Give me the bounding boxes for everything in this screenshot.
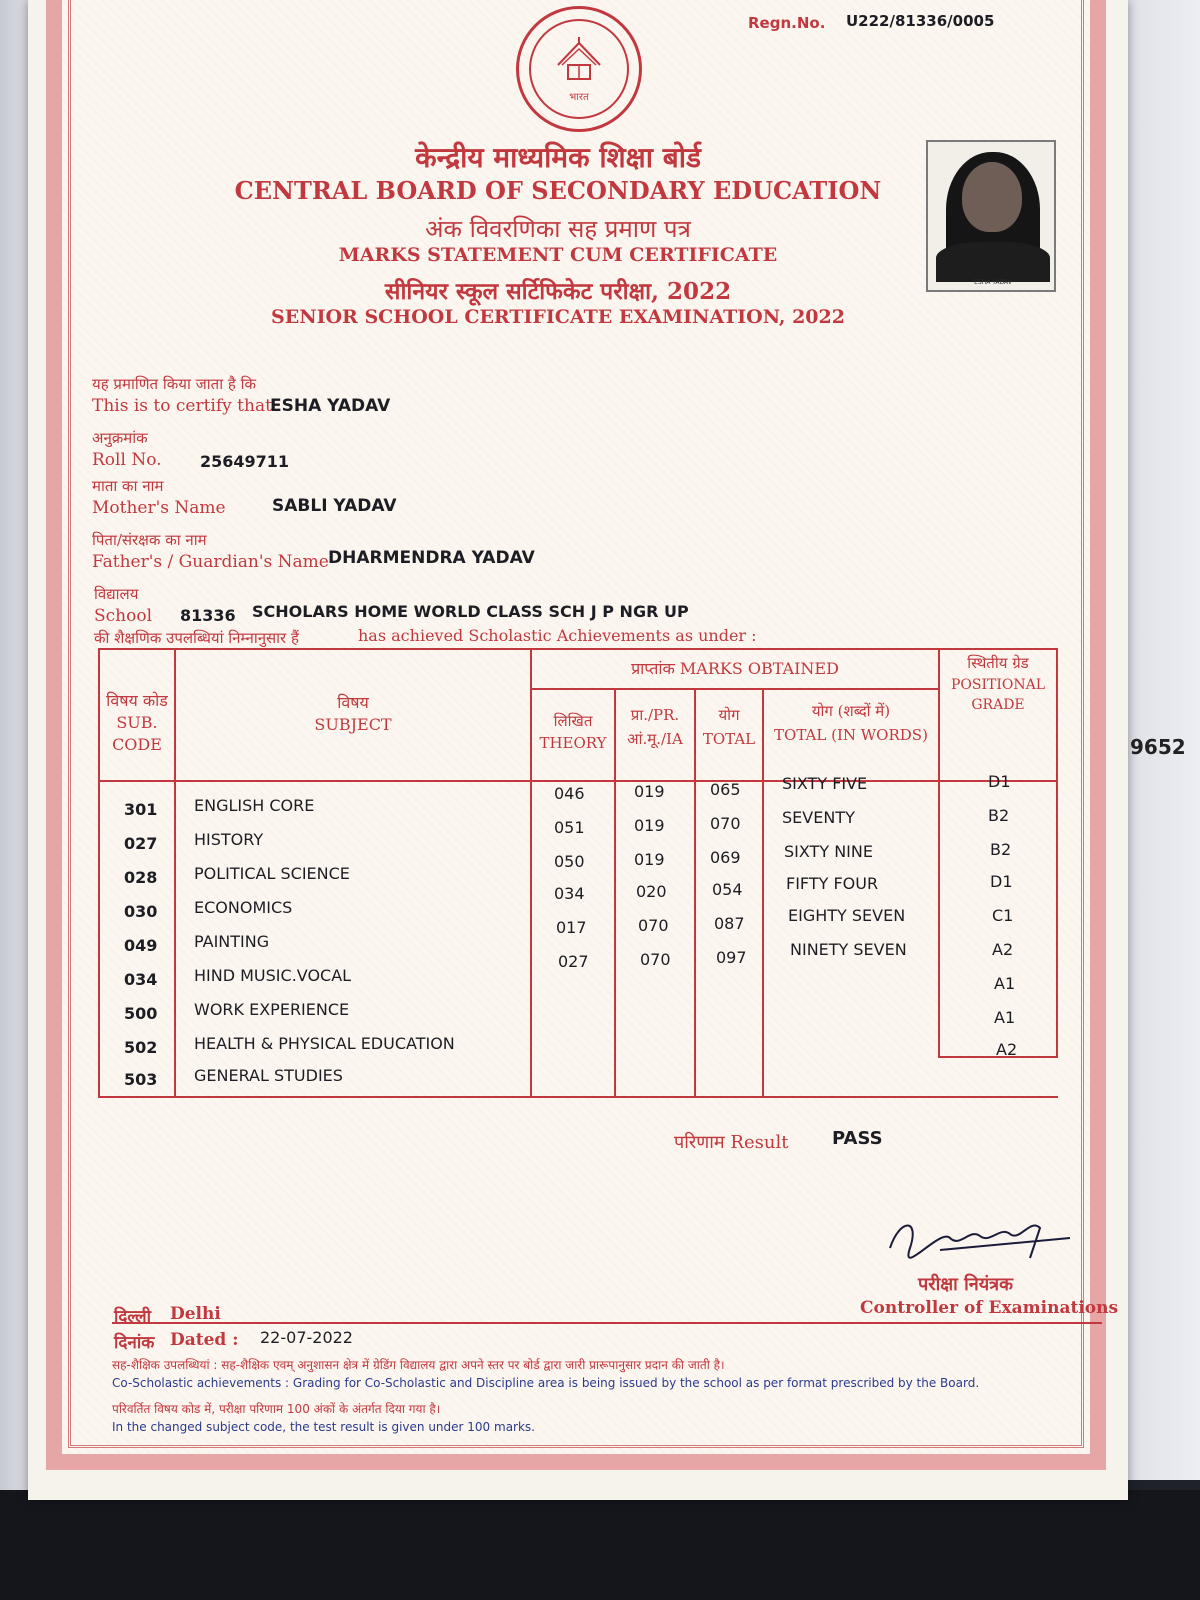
subject-code: 301 bbox=[124, 800, 158, 819]
header-grade-1: POSITIONAL bbox=[950, 677, 1046, 693]
mother-label: Mother's Name bbox=[92, 498, 226, 518]
student-name: ESHA YADAV bbox=[270, 396, 391, 416]
controller-signature bbox=[880, 1208, 1080, 1268]
certify-hindi: यह प्रमाणित किया जाता है कि bbox=[92, 375, 256, 393]
dated-label: Dated : bbox=[170, 1330, 239, 1350]
practical-mark: 019 bbox=[634, 850, 665, 869]
grade: B2 bbox=[988, 806, 1010, 825]
roll-hindi: अनुक्रमांक bbox=[92, 429, 148, 447]
total-in-words: NINETY SEVEN bbox=[790, 940, 907, 959]
total-mark: 070 bbox=[710, 814, 741, 833]
student-photo bbox=[926, 140, 1056, 292]
total-mark: 054 bbox=[712, 880, 743, 899]
place-hindi: दिल्ली bbox=[114, 1307, 152, 1327]
header-code-1: SUB. bbox=[116, 713, 158, 732]
marks-table bbox=[98, 648, 1058, 1098]
practical-mark: 019 bbox=[634, 816, 665, 835]
note-changed-code-hindi: परिवर्तित विषय कोड में, परीक्षा परिणाम 100 अंकों के अंतर्गत दिया गया है। bbox=[112, 1402, 441, 1416]
achieve-label: has achieved Scholastic Achievements as under : bbox=[358, 626, 757, 645]
subject-name: PAINTING bbox=[194, 932, 270, 951]
subject-code: 500 bbox=[124, 1004, 158, 1023]
subject-code: 503 bbox=[124, 1070, 158, 1089]
signature-text: Bhardwaj bbox=[940, 1266, 945, 1267]
mother-hindi: माता का नाम bbox=[92, 477, 164, 495]
subject-name: WORK EXPERIENCE bbox=[194, 1000, 350, 1019]
header-code-hindi: विषय कोड bbox=[106, 691, 168, 710]
grade: A1 bbox=[994, 974, 1016, 993]
header-total-hindi: योग bbox=[718, 706, 740, 724]
header-theory-hindi: लिखित bbox=[553, 712, 593, 730]
controller-title: Controller of Examinations bbox=[860, 1298, 1119, 1318]
regn-number: U222/81336/0005 bbox=[846, 12, 995, 30]
theory-mark: 051 bbox=[554, 818, 585, 837]
practical-mark: 070 bbox=[638, 916, 669, 935]
board-title-hindi: केन्द्रीय माध्यमिक शिक्षा बोर्ड bbox=[415, 141, 701, 174]
subject-code: 030 bbox=[124, 902, 158, 921]
board-title: CENTRAL BOARD OF SECONDARY EDUCATION bbox=[234, 176, 882, 205]
header-words-hindi: योग (शब्दों में) bbox=[811, 702, 891, 720]
lamp-emblem-icon bbox=[552, 35, 606, 89]
theory-mark: 034 bbox=[554, 884, 585, 903]
backdrop-number: 9652 bbox=[1130, 735, 1186, 759]
header-marks-obtained: प्राप्तांक MARKS OBTAINED bbox=[631, 659, 839, 678]
board-seal bbox=[516, 6, 642, 132]
place: Delhi bbox=[170, 1304, 221, 1324]
grade: D1 bbox=[990, 872, 1013, 891]
header-subject: SUBJECT bbox=[314, 715, 392, 734]
grade: C1 bbox=[992, 906, 1014, 925]
header-grade-2: GRADE bbox=[971, 697, 1025, 713]
subject-code: 034 bbox=[124, 970, 158, 989]
subject-name: POLITICAL SCIENCE bbox=[194, 864, 350, 883]
subject-name: ENGLISH CORE bbox=[194, 796, 315, 815]
note-co-scholastic: Co-Scholastic achievements : Grading for Co-Scholastic and Discipline area is being issued by the school as per format prescribed by the Board. bbox=[112, 1376, 980, 1390]
total-in-words: FIFTY FOUR bbox=[786, 874, 879, 893]
subject-name: HIND MUSIC.VOCAL bbox=[194, 966, 352, 985]
total-mark: 069 bbox=[710, 848, 741, 867]
result-label: परिणाम Result bbox=[674, 1132, 789, 1153]
subject-name: GENERAL STUDIES bbox=[194, 1066, 343, 1085]
header-ia: आं.मू./IA bbox=[627, 730, 683, 748]
theory-mark: 027 bbox=[558, 952, 589, 971]
issue-date: 22-07-2022 bbox=[260, 1328, 353, 1347]
grade: B2 bbox=[990, 840, 1012, 859]
seal-text: भारत bbox=[569, 92, 589, 103]
note-co-scholastic-hindi: सह-शैक्षिक उपलब्धियां : सह-शैक्षिक एवम् अनुशासन क्षेत्र में ग्रेडिंग विद्यालय द्वारा अपने स्तर पर बोर्ड द्वारा जारी प्रारूपानुसार प्रदान की जाती है। bbox=[112, 1358, 725, 1372]
doc-title-hindi: अंक विवरणिका सह प्रमाण पत्र bbox=[425, 215, 691, 243]
total-mark: 097 bbox=[716, 948, 747, 967]
grade: A1 bbox=[994, 1008, 1016, 1027]
father-name: DHARMENDRA YADAV bbox=[328, 548, 535, 568]
practical-mark: 020 bbox=[636, 882, 667, 901]
total-in-words: SIXTY NINE bbox=[784, 842, 873, 861]
grade: A2 bbox=[992, 940, 1014, 959]
school-hindi: विद्यालय bbox=[94, 585, 139, 603]
controller-hindi: परीक्षा नियंत्रक bbox=[918, 1274, 1013, 1295]
achieve-hindi: की शैक्षणिक उपलब्धियां निम्नानुसार हैं bbox=[94, 629, 299, 647]
grade: D1 bbox=[988, 772, 1011, 791]
subject-name: HISTORY bbox=[194, 830, 264, 849]
roll-number: 25649711 bbox=[200, 452, 290, 471]
header-grade-hindi: स्थितीय ग्रेड bbox=[967, 654, 1029, 672]
total-in-words: SEVENTY bbox=[782, 808, 855, 827]
total-in-words: EIGHTY SEVEN bbox=[788, 906, 906, 925]
total-mark: 065 bbox=[710, 780, 741, 799]
background-bottom bbox=[0, 1490, 1200, 1600]
practical-mark: 070 bbox=[640, 950, 671, 969]
theory-mark: 050 bbox=[554, 852, 585, 871]
result-value: PASS bbox=[832, 1128, 883, 1149]
mother-name: SABLI YADAV bbox=[272, 496, 397, 516]
theory-mark: 046 bbox=[554, 784, 585, 803]
total-mark: 087 bbox=[714, 914, 745, 933]
theory-mark: 017 bbox=[556, 918, 587, 937]
doc-title: MARKS STATEMENT CUM CERTIFICATE bbox=[338, 244, 778, 266]
subject-code: 502 bbox=[124, 1038, 158, 1057]
photo-caption: ESHA YADAV bbox=[974, 279, 1012, 286]
header-code-2: CODE bbox=[112, 735, 162, 754]
header-words: TOTAL (IN WORDS) bbox=[774, 726, 928, 744]
roll-label: Roll No. bbox=[92, 450, 162, 470]
subject-code: 028 bbox=[124, 868, 158, 887]
certify-label: This is to certify that bbox=[92, 396, 272, 416]
practical-mark: 019 bbox=[634, 782, 665, 801]
subject-code: 027 bbox=[124, 834, 158, 853]
header-practical: प्रा./PR. bbox=[630, 706, 680, 724]
header-subject-hindi: विषय bbox=[337, 693, 369, 712]
regn-label: Regn.No. bbox=[748, 14, 826, 32]
header-total: TOTAL bbox=[702, 730, 756, 748]
total-in-words: SIXTY FIVE bbox=[782, 774, 868, 793]
subject-code: 049 bbox=[124, 936, 158, 955]
header-theory: THEORY bbox=[539, 734, 607, 752]
exam-title: SENIOR SCHOOL CERTIFICATE EXAMINATION, 2022 bbox=[271, 306, 845, 328]
exam-title-hindi: सीनियर स्कूल सर्टिफिकेट परीक्षा, 2022 bbox=[384, 278, 732, 305]
school-label: School bbox=[94, 606, 153, 626]
school-code: 81336 bbox=[180, 606, 236, 625]
school-name: SCHOLARS HOME WORLD CLASS SCH J P NGR UP bbox=[252, 602, 689, 621]
father-label: Father's / Guardian's Name bbox=[92, 552, 329, 572]
subject-name: HEALTH & PHYSICAL EDUCATION bbox=[194, 1034, 455, 1053]
note-changed-code: In the changed subject code, the test result is given under 100 marks. bbox=[112, 1420, 535, 1434]
subject-name: ECONOMICS bbox=[194, 898, 293, 917]
father-hindi: पिता/संरक्षक का नाम bbox=[92, 531, 207, 549]
dated-hindi: दिनांक bbox=[114, 1333, 155, 1353]
grade: A2 bbox=[996, 1040, 1018, 1059]
